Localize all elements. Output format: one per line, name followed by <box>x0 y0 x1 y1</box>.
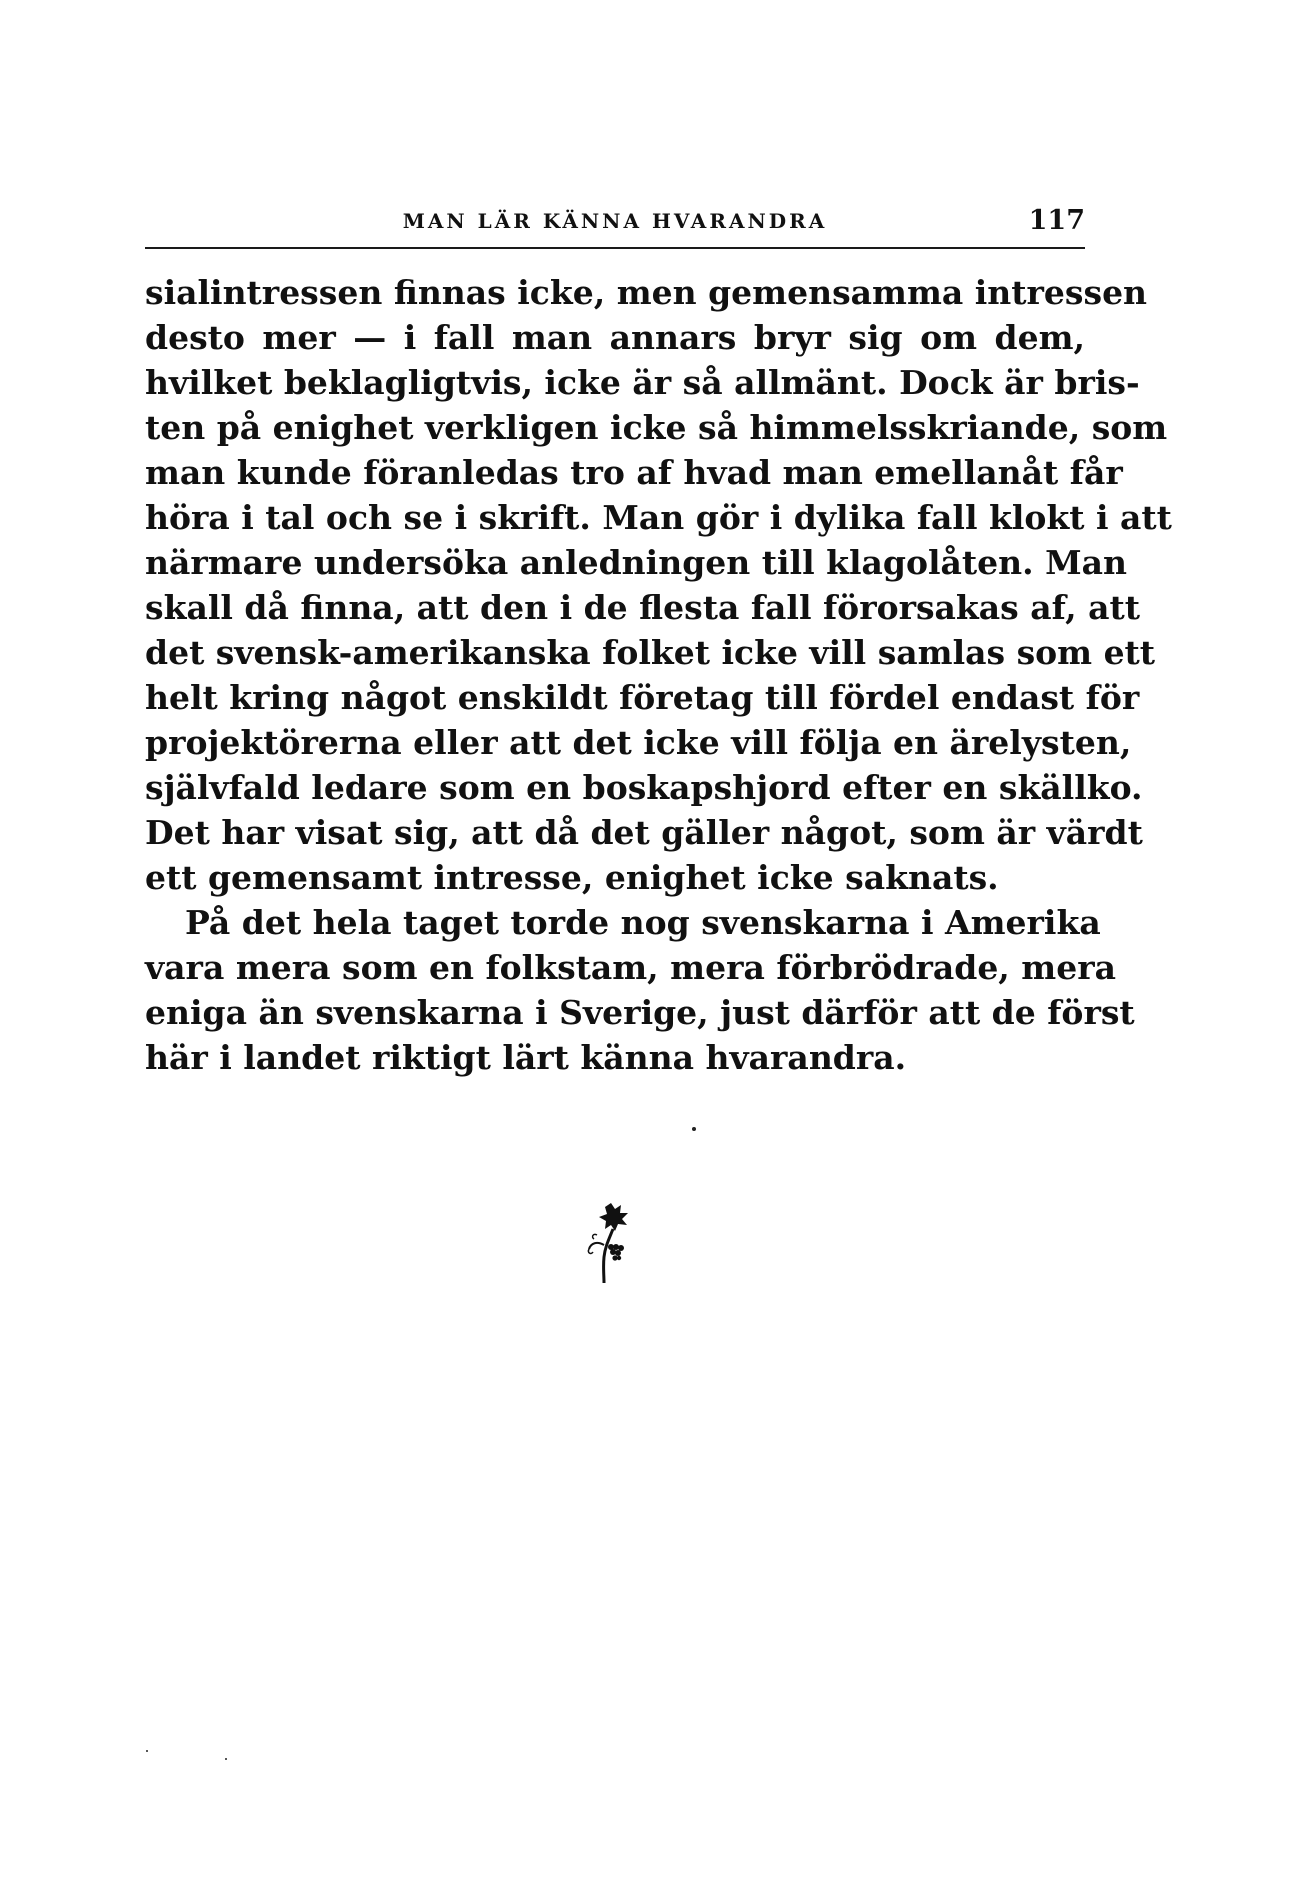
body-text <box>145 270 1172 1080</box>
text-line: vara mera som en folkstam, mera förbrödrade, mera <box>145 948 1116 987</box>
text-line: här i landet riktigt lärt känna hvarandra. <box>145 1038 907 1077</box>
stray-dot <box>692 1127 696 1131</box>
running-title: MAN LÄR KÄNNA HVARANDRA <box>402 209 828 233</box>
text-line: desto mer — i fall man annars bryr sig om dem, <box>145 318 1085 357</box>
grapevine-ornament-icon <box>575 1195 635 1285</box>
text-line: eniga än svenskarna i Sverige, just därför att de först <box>145 993 1135 1032</box>
running-head <box>145 205 1085 245</box>
page-number: 117 <box>1028 205 1085 236</box>
text-line: projektörerna eller att det icke vill följa en ärelysten, <box>145 723 1132 762</box>
text-line: höra i tal och se i skrift. Man gör i dylika fall klokt i att <box>145 498 1172 537</box>
text-line: ten på enighet verkligen icke så himmelsskriande, som <box>145 408 1168 447</box>
stray-dot <box>146 1750 148 1752</box>
text-line: helt kring något enskildt företag till fördel endast för <box>145 678 1140 717</box>
text-line: Det har visat sig, att då det gäller något, som är värdt <box>145 813 1143 852</box>
text-line: skall då finna, att den i de flesta fall förorsakas af, att <box>145 588 1140 627</box>
text-line: närmare undersöka anledningen till klagolåten. Man <box>145 543 1127 582</box>
text-line: självfald ledare som en boskapshjord efter en skällko. <box>145 768 1143 807</box>
text-line: ett gemensamt intresse, enighet icke saknats. <box>145 858 999 897</box>
text-line: man kunde föranledas tro af hvad man emellanåt får <box>145 453 1123 492</box>
text-line: hvilket beklagligtvis, icke är så allmänt. Dock är bris- <box>145 363 1140 402</box>
text-line: sialintressen finnas icke, men gemensamma intressen <box>145 273 1148 312</box>
header-rule <box>145 247 1085 249</box>
paragraph-first-line: På det hela taget torde nog svenskarna i Amerika <box>185 903 1101 942</box>
text-line: det svensk-amerikanska folket icke vill samlas som ett <box>145 633 1156 672</box>
stray-dot <box>225 1758 227 1760</box>
